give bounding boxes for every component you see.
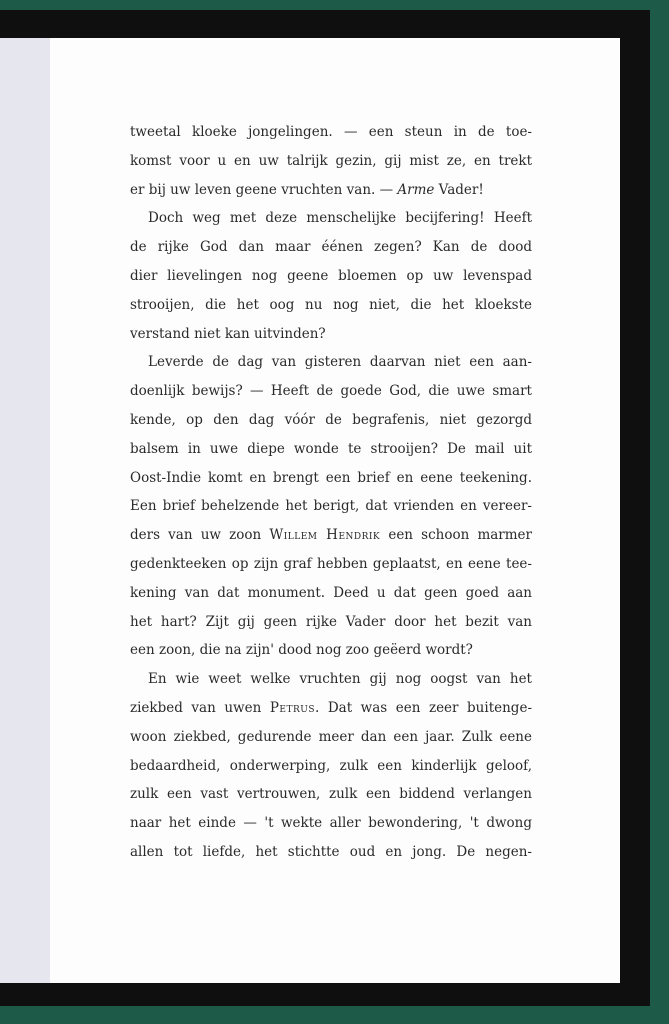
text-line: bedaardheid, onderwerping, zulk een kinderlijk geloof, [130,757,532,774]
text-line: komst voor u en uw talrijk gezin, gij mist ze, en trekt [130,152,532,169]
text-line: verstand niet kan uitvinden? [130,325,326,342]
text-line: Leverde de dag van gisteren daarvan niet een aan- [148,354,532,371]
book-page [50,38,620,983]
text-segment: ders van uw zoon [130,527,270,544]
text-line: balsem in uwe diepe wonde te strooijen? De mail uit [130,440,532,457]
text-line [130,694,532,723]
text-segment: Vader! [434,181,484,198]
text-line: Een brief behelzende het berigt, dat vrienden en vereer- [130,498,532,515]
text-segment: een schoon marmer [380,527,533,544]
text-segment: er bij uw leven geene vruchten van. — [130,181,398,198]
text-segment: ziekbed van uwen [130,699,270,716]
body-text [130,118,532,867]
text-line [130,176,532,205]
text-line: dier lievelingen nog geene bloemen op uw levenspad [130,267,532,284]
small-caps-name: Petrus [269,699,315,716]
text-line: allen tot liefde, het stichtte oud en jong. De negen- [130,843,532,860]
text-line: de rijke God dan maar éénen zegen? Kan de dood [130,239,532,256]
text-line: doenlijk bewijs? — Heeft de goede God, die uwe smart [130,383,532,400]
text-line: gedenkteeken op zijn graf hebben geplaatst, en eene tee- [130,555,532,572]
small-caps-name: Willem Hendrik [269,527,381,544]
book-spine-edge [0,38,50,983]
text-line [130,521,532,550]
text-line: Oost-Indie komt en brengt een brief en eene teekening. [130,469,532,486]
text-line: het hart? Zijt gij geen rijke Vader door het bezit van [130,613,532,630]
text-line: Doch weg met deze menschelijke becijfering! Heeft [148,210,532,227]
text-line: woon ziekbed, gedurende meer dan een jaar. Zulk eene [130,728,532,745]
text-line: tweetal kloeke jongelingen. — een steun in de toe- [130,124,532,140]
text-line: En wie weet welke vruchten gij nog oogst van het [148,671,532,688]
text-line: naar het einde — 't wekte aller bewondering, 't dwong [130,815,532,832]
italic-text: Arme [397,181,435,198]
text-segment: . Dat was een zeer buitenge- [315,699,532,716]
text-line: zulk een vast vertrouwen, zulk een biddend verlangen [130,786,532,803]
text-line: kende, op den dag vóór de begrafenis, niet gezorgd [130,411,532,428]
text-line: kening van dat monument. Deed u dat geen goed aan [130,584,532,601]
text-line: een zoon, die na zijn' dood nog zoo geëerd wordt? [130,642,473,659]
text-line: strooijen, die het oog nu nog niet, die het kloekste [130,296,532,313]
